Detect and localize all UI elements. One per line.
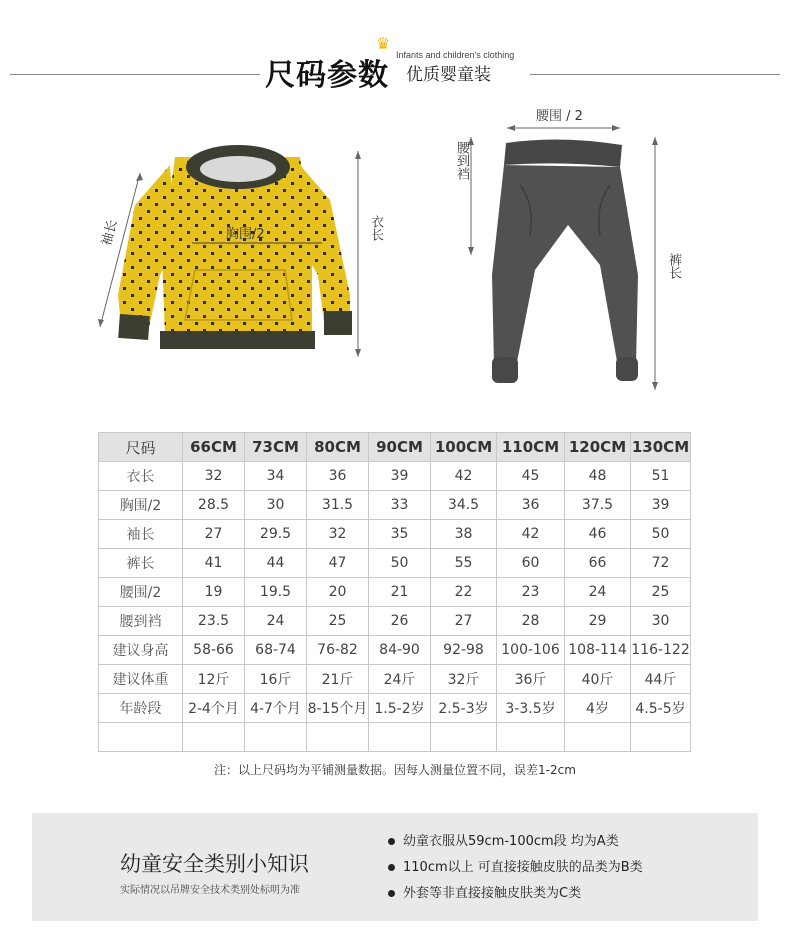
table-cell: 92-98 bbox=[431, 636, 497, 665]
page-title: 尺码参数 bbox=[265, 58, 389, 93]
table-cell: 34 bbox=[245, 462, 307, 491]
tips-list bbox=[388, 829, 643, 907]
subtitle-cn: 优质婴童装 bbox=[406, 65, 491, 85]
bullet-icon bbox=[388, 838, 395, 845]
table-cell: 60 bbox=[497, 549, 565, 578]
table-cell bbox=[431, 723, 497, 752]
table-cell: 28 bbox=[497, 607, 565, 636]
pants-image bbox=[440, 95, 700, 415]
measurement-note: 注：以上尺码均为平铺测量数据。因每人测量位置不同，误差1-2cm bbox=[214, 763, 576, 777]
table-cell: 38 bbox=[431, 520, 497, 549]
table-cell: 24斤 bbox=[369, 665, 431, 694]
table-cell: 27 bbox=[431, 607, 497, 636]
table-cell: 39 bbox=[369, 462, 431, 491]
table-cell: 19 bbox=[183, 578, 245, 607]
table-cell: 34.5 bbox=[431, 491, 497, 520]
column-header: 110CM bbox=[497, 433, 565, 462]
table-cell: 33 bbox=[369, 491, 431, 520]
table-cell: 44斤 bbox=[631, 665, 691, 694]
table-cell: 21斤 bbox=[307, 665, 369, 694]
column-header: 尺码 bbox=[99, 433, 183, 462]
row-header: 胸围/2 bbox=[99, 491, 183, 520]
table-cell: 8-15个月 bbox=[307, 694, 369, 723]
table-row bbox=[99, 520, 691, 549]
table-cell: 36 bbox=[307, 462, 369, 491]
chest-label: 胸围/2 bbox=[226, 227, 265, 242]
table-cell bbox=[497, 723, 565, 752]
table-cell: 116-122 bbox=[631, 636, 691, 665]
table-cell: 108-114 bbox=[565, 636, 631, 665]
table-cell: 76-82 bbox=[307, 636, 369, 665]
table-cell: 50 bbox=[369, 549, 431, 578]
table-cell: 4.5-5岁 bbox=[631, 694, 691, 723]
header bbox=[0, 34, 790, 93]
table-row bbox=[99, 578, 691, 607]
table-row bbox=[99, 491, 691, 520]
row-header: 建议体重 bbox=[99, 665, 183, 694]
waist-label: 腰围 / 2 bbox=[536, 109, 583, 124]
table-cell bbox=[245, 723, 307, 752]
table-cell: 45 bbox=[497, 462, 565, 491]
table-row bbox=[99, 694, 691, 723]
pants-length-label: 裤长 bbox=[666, 253, 681, 279]
table-row bbox=[99, 462, 691, 491]
table-cell: 44 bbox=[245, 549, 307, 578]
table-cell: 41 bbox=[183, 549, 245, 578]
table-cell: 42 bbox=[431, 462, 497, 491]
table-cell: 32斤 bbox=[431, 665, 497, 694]
tip-text: 110cm以上 可直接接触皮肤的品类为B类 bbox=[403, 860, 643, 875]
table-cell: 66 bbox=[565, 549, 631, 578]
bullet-icon bbox=[388, 864, 395, 871]
table-row bbox=[99, 549, 691, 578]
table-cell: 28.5 bbox=[183, 491, 245, 520]
table-cell: 1.5-2岁 bbox=[369, 694, 431, 723]
table-cell: 32 bbox=[183, 462, 245, 491]
list-item bbox=[388, 829, 643, 855]
column-header: 80CM bbox=[307, 433, 369, 462]
table-header-row bbox=[99, 433, 691, 462]
row-header: 腰围/2 bbox=[99, 578, 183, 607]
table-cell: 47 bbox=[307, 549, 369, 578]
table-cell: 21 bbox=[369, 578, 431, 607]
table-cell: 23.5 bbox=[183, 607, 245, 636]
table-cell: 42 bbox=[497, 520, 565, 549]
table-cell: 30 bbox=[631, 607, 691, 636]
table-cell: 32 bbox=[307, 520, 369, 549]
column-header: 100CM bbox=[431, 433, 497, 462]
top-length-label: 衣长 bbox=[368, 215, 383, 241]
table-cell bbox=[183, 723, 245, 752]
row-header: 裤长 bbox=[99, 549, 183, 578]
table-cell: 39 bbox=[631, 491, 691, 520]
table-cell: 50 bbox=[631, 520, 691, 549]
table-cell: 37.5 bbox=[565, 491, 631, 520]
tips-subtitle: 实际情况以吊牌安全技术类别处标明为准 bbox=[120, 885, 300, 896]
tip-text: 幼童衣服从59cm-100cm段 均为A类 bbox=[403, 834, 619, 849]
table-cell: 16斤 bbox=[245, 665, 307, 694]
table-cell: 30 bbox=[245, 491, 307, 520]
table-cell bbox=[369, 723, 431, 752]
column-header: 66CM bbox=[183, 433, 245, 462]
table-row bbox=[99, 723, 691, 752]
crown-icon: ♛ bbox=[376, 34, 391, 53]
column-header: 90CM bbox=[369, 433, 431, 462]
table-cell: 2-4个月 bbox=[183, 694, 245, 723]
table-cell: 24 bbox=[245, 607, 307, 636]
table-cell: 27 bbox=[183, 520, 245, 549]
bullet-icon bbox=[388, 890, 395, 897]
table-cell: 4-7个月 bbox=[245, 694, 307, 723]
table-cell: 58-66 bbox=[183, 636, 245, 665]
row-header: 年龄段 bbox=[99, 694, 183, 723]
row-header: 腰到裆 bbox=[99, 607, 183, 636]
table-cell: 36斤 bbox=[497, 665, 565, 694]
table-cell: 51 bbox=[631, 462, 691, 491]
subtitle-en: Infants and children's clothing bbox=[396, 50, 515, 60]
table-cell: 3-3.5岁 bbox=[497, 694, 565, 723]
table-cell: 20 bbox=[307, 578, 369, 607]
header-rule-left bbox=[10, 74, 260, 75]
table-cell: 4岁 bbox=[565, 694, 631, 723]
table-cell: 19.5 bbox=[245, 578, 307, 607]
header-rule-right bbox=[530, 74, 780, 75]
column-header: 73CM bbox=[245, 433, 307, 462]
rise-label: 腰到裆 bbox=[454, 141, 469, 180]
table-cell: 40斤 bbox=[565, 665, 631, 694]
table-cell: 48 bbox=[565, 462, 631, 491]
sleeve-length-label: 袖长 bbox=[99, 218, 121, 248]
table-cell: 68-74 bbox=[245, 636, 307, 665]
column-header: 120CM bbox=[565, 433, 631, 462]
table-cell: 35 bbox=[369, 520, 431, 549]
table-cell: 36 bbox=[497, 491, 565, 520]
table-cell: 100-106 bbox=[497, 636, 565, 665]
table-row bbox=[99, 636, 691, 665]
table-cell: 29.5 bbox=[245, 520, 307, 549]
table-cell: 12斤 bbox=[183, 665, 245, 694]
table-cell: 29 bbox=[565, 607, 631, 636]
tips-title: 幼童安全类别小知识 bbox=[120, 852, 309, 876]
column-header: 130CM bbox=[631, 433, 691, 462]
table-cell: 25 bbox=[307, 607, 369, 636]
table-row bbox=[99, 665, 691, 694]
row-header bbox=[99, 723, 183, 752]
table-cell: 23 bbox=[497, 578, 565, 607]
tip-text: 外套等非直接接触皮肤类为C类 bbox=[403, 886, 582, 901]
measurement-diagram bbox=[0, 95, 790, 415]
table-cell: 26 bbox=[369, 607, 431, 636]
table-cell: 31.5 bbox=[307, 491, 369, 520]
table-row bbox=[99, 607, 691, 636]
table-cell: 22 bbox=[431, 578, 497, 607]
table-cell: 25 bbox=[631, 578, 691, 607]
size-table bbox=[98, 432, 691, 752]
table-cell bbox=[631, 723, 691, 752]
row-header: 建议身高 bbox=[99, 636, 183, 665]
table-cell: 2.5-3岁 bbox=[431, 694, 497, 723]
table-cell: 84-90 bbox=[369, 636, 431, 665]
table-cell bbox=[565, 723, 631, 752]
table-cell: 55 bbox=[431, 549, 497, 578]
safety-tips-panel bbox=[32, 813, 758, 921]
table-cell: 24 bbox=[565, 578, 631, 607]
list-item bbox=[388, 855, 643, 881]
sweater-image bbox=[0, 95, 400, 415]
table-cell: 46 bbox=[565, 520, 631, 549]
row-header: 衣长 bbox=[99, 462, 183, 491]
table-cell: 72 bbox=[631, 549, 691, 578]
row-header: 袖长 bbox=[99, 520, 183, 549]
table-cell bbox=[307, 723, 369, 752]
list-item bbox=[388, 881, 643, 907]
